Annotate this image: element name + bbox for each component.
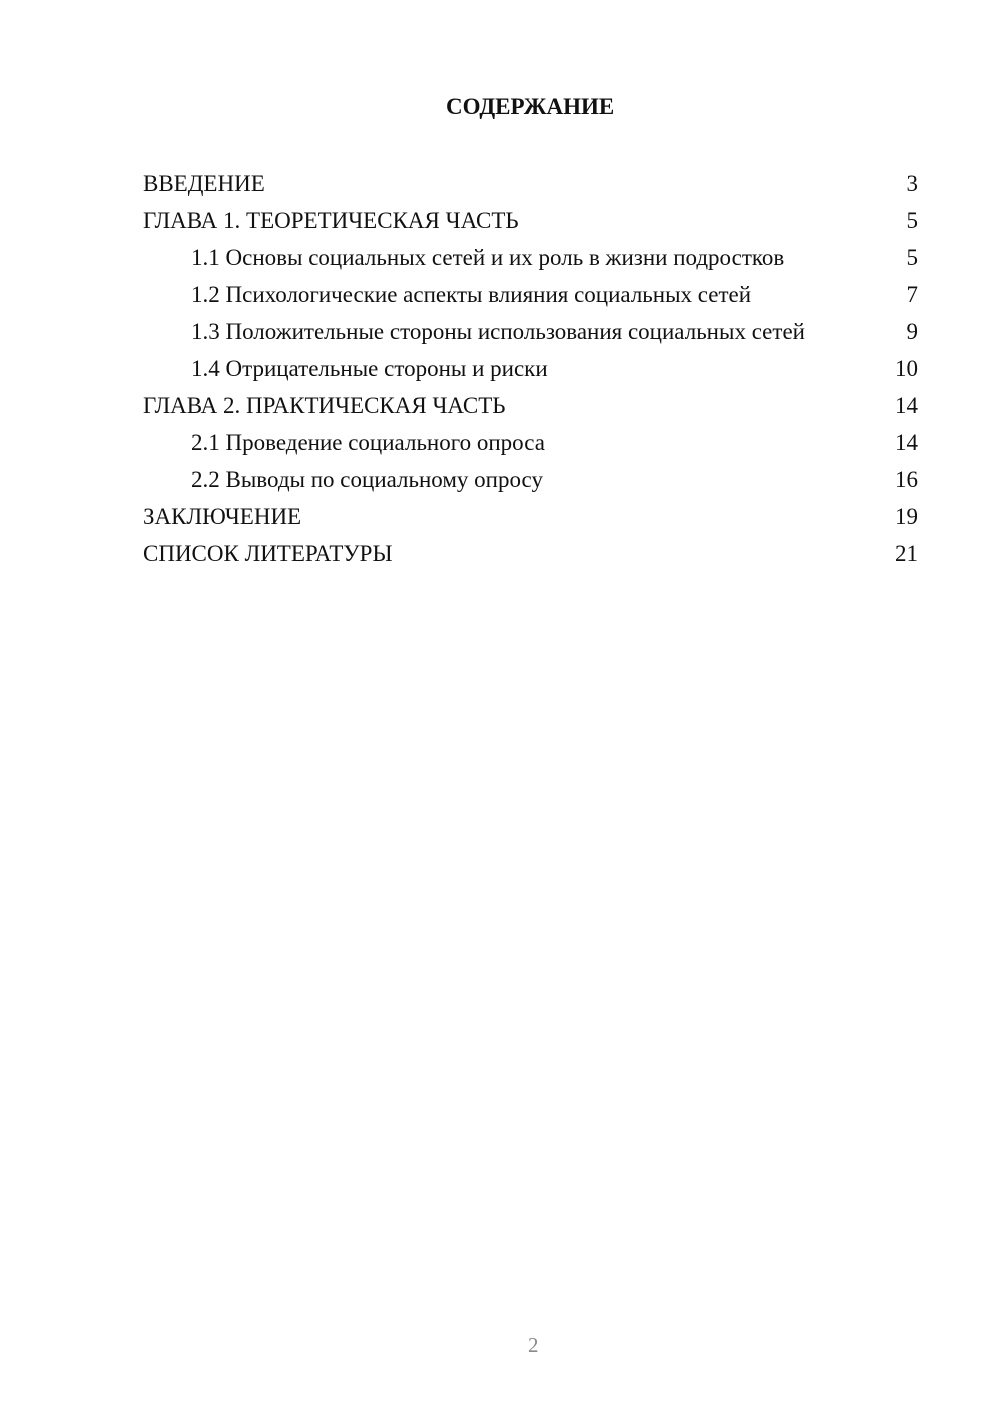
toc-entry-label: ГЛАВА 1. ТЕОРЕТИЧЕСКАЯ ЧАСТЬ — [143, 208, 519, 233]
toc-entry-page: 5 — [906, 245, 918, 270]
toc-entry[interactable] — [143, 170, 918, 197]
table-of-contents — [143, 170, 918, 577]
toc-entry-label: 1.1 Основы социальных сетей и их роль в жизни подростков — [191, 245, 785, 270]
toc-entry-label: ГЛАВА 2. ПРАКТИЧЕСКАЯ ЧАСТЬ — [143, 393, 506, 418]
toc-entry-label: 2.1 Проведение социального опроса — [191, 430, 545, 455]
toc-entry-page: 5 — [906, 208, 918, 233]
toc-entry-label: 1.4 Отрицательные стороны и риски — [191, 356, 548, 381]
toc-entry-page: 3 — [906, 171, 918, 196]
toc-entry-page: 19 — [895, 504, 918, 529]
toc-entry-page: 21 — [895, 541, 918, 566]
toc-entry[interactable] — [143, 355, 918, 382]
page-title: СОДЕРЖАНИЕ — [446, 94, 615, 119]
toc-entry-page: 9 — [906, 319, 918, 344]
toc-entry[interactable] — [143, 392, 918, 419]
toc-entry[interactable] — [143, 540, 918, 567]
title-container — [0, 94, 1000, 128]
toc-entry[interactable] — [143, 466, 918, 493]
toc-entry-label: 2.2 Выводы по социальному опросу — [191, 467, 543, 492]
toc-entry-label: 1.3 Положительные стороны использования социальных сетей — [191, 319, 805, 344]
toc-entry-label: ЗАКЛЮЧЕНИЕ — [143, 504, 302, 529]
toc-entry[interactable] — [143, 281, 918, 308]
toc-entry-page: 14 — [895, 393, 918, 418]
toc-entry[interactable] — [143, 244, 918, 271]
toc-entry[interactable] — [143, 318, 918, 345]
toc-entry-page: 14 — [895, 430, 918, 455]
toc-entry-page: 7 — [906, 282, 918, 307]
toc-entry-label: 1.2 Психологические аспекты влияния социальных сетей — [191, 282, 752, 307]
toc-entry-page: 16 — [895, 467, 918, 492]
toc-entry-page: 10 — [895, 356, 918, 381]
toc-entry[interactable] — [143, 429, 918, 456]
toc-entry-label: ВВЕДЕНИЕ — [143, 171, 265, 196]
toc-entry-label: СПИСОК ЛИТЕРАТУРЫ — [143, 541, 393, 566]
toc-entry[interactable] — [143, 207, 918, 234]
toc-entry[interactable] — [143, 503, 918, 530]
page-number: 2 — [528, 1333, 539, 1357]
